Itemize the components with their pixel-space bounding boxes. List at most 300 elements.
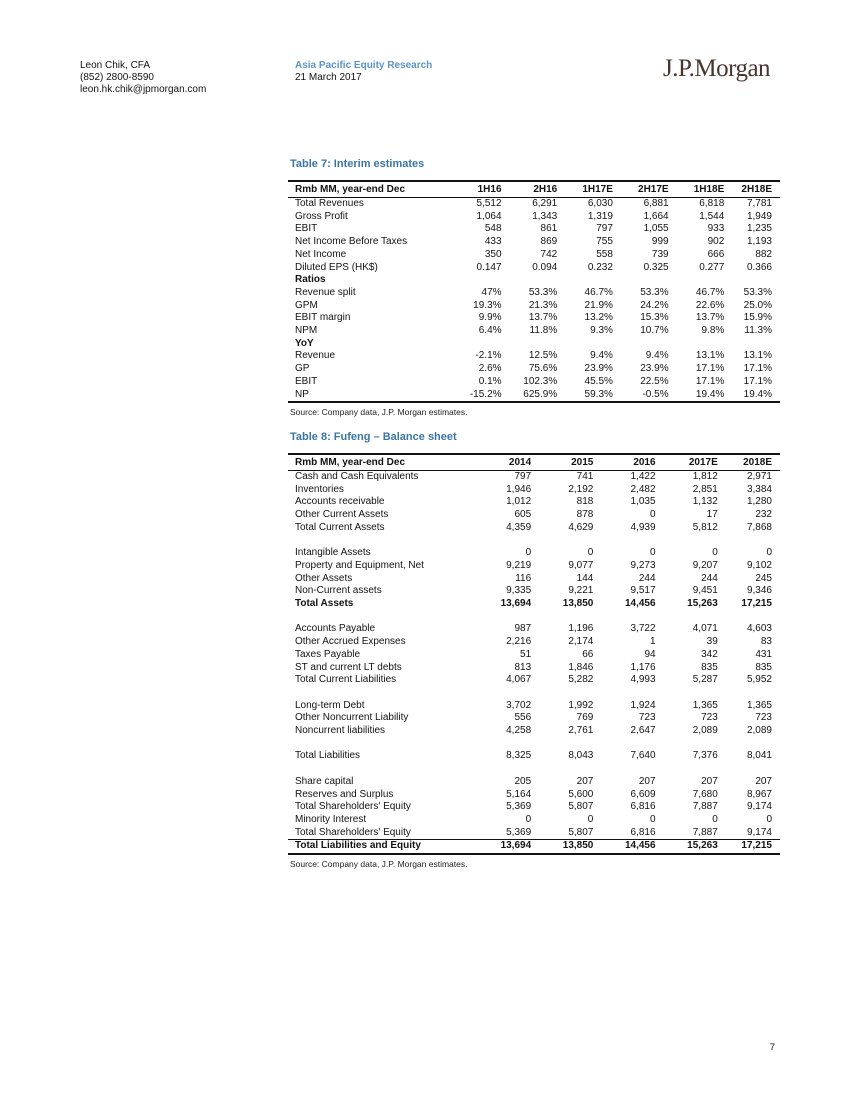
table-row [288,198,780,211]
cell-value: 5,952 [746,674,772,686]
cell-value: 9,077 [568,559,594,571]
table-row [288,712,780,725]
cell-value: 835 [701,661,718,673]
cell-value: 17 [706,509,718,521]
table-row [288,376,780,389]
spacer-row [288,535,780,548]
cell-value: 350 [484,248,502,260]
cell-value: 24.2% [640,299,669,311]
cell-value: 878 [576,509,594,521]
cell-value: 2,971 [746,471,772,482]
cell-value: 666 [707,248,725,260]
table-row [288,350,780,363]
column-header: 1H17E [557,181,613,198]
table-row [288,585,780,598]
cell-value: 6,816 [630,826,656,838]
cell-value [446,274,502,287]
table-row [288,814,780,827]
cell-value: 83 [760,636,772,648]
cell-value: 797 [596,223,613,235]
header-row [288,454,780,471]
report-date: 21 March 2017 [295,72,362,83]
cell-value: 9.4% [590,350,613,362]
cell-value: 9,174 [746,801,772,813]
cell-value: 625.9% [523,388,558,400]
cell-value: 0.094 [532,261,558,273]
column-header: 2016 [593,454,655,471]
cell-value [593,535,655,548]
column-header: 2H17E [613,181,669,198]
row-label: Diluted EPS (HK$) [295,261,378,273]
cell-value: 244 [701,572,718,584]
cell-value [669,338,725,351]
cell-value: 1 [650,636,656,648]
row-label-header: Rmb MM, year-end Dec [288,454,469,471]
cell-value: 3,722 [630,623,656,635]
analyst-name: Leon Chik, CFA [80,60,151,71]
table-row [288,725,780,738]
cell-value: 13.1% [695,350,725,362]
table-row [288,623,780,636]
table-row [288,484,780,497]
cell-value [593,687,655,700]
table7-title: Table 7: Interim estimates [290,158,425,170]
cell-value: 207 [638,775,656,787]
interim-estimates-table [288,180,780,403]
cell-value: 2,761 [568,725,594,737]
cell-value: 605 [514,509,532,521]
cell-value: 7,640 [630,750,656,762]
cell-value [593,763,655,776]
cell-value: 1,012 [506,496,532,508]
cell-value [656,738,718,751]
cell-value: 0 [525,813,532,825]
cell-value: 9,335 [506,585,532,597]
cell-value: 9.4% [645,350,669,362]
cell-value: 0 [587,813,594,825]
row-label: Minority Interest [295,813,367,825]
table-row [288,636,780,649]
cell-value: 0.325 [643,261,669,273]
table-row [288,312,780,325]
cell-value: 933 [707,223,725,235]
cell-value: 2,851 [692,483,718,495]
cell-value [593,738,655,751]
cell-value: 818 [576,496,594,508]
cell-value: 4,939 [630,521,656,533]
row-label: Total Current Assets [295,521,385,533]
cell-value: 6,881 [643,198,669,209]
row-label: Revenue [295,350,336,362]
cell-value: 4,603 [746,623,772,635]
cell-value: 144 [576,572,594,584]
table-row [288,211,780,224]
cell-value: 1,343 [532,210,558,222]
cell-value: 207 [576,775,594,787]
row-label: Total Shareholders' Equity [295,826,411,838]
cell-value: 5,600 [568,788,594,800]
cell-value: 739 [651,248,669,260]
cell-value: 9,219 [506,559,532,571]
spacer-row [288,611,780,624]
cell-value: 8,041 [746,750,772,762]
cell-value [502,274,558,287]
column-header: 1H16 [446,181,502,198]
cell-value: 6,816 [630,801,656,813]
cell-value: 723 [755,712,772,724]
cell-value: 9,174 [746,826,772,838]
table-row [288,471,780,484]
cell-value [724,338,780,351]
cell-value [593,611,655,624]
cell-value: 813 [514,661,532,673]
cell-value: 53.3% [528,286,558,298]
table-row [288,509,780,522]
cell-value [469,611,531,624]
cell-value [656,763,718,776]
cell-value: 75.6% [528,363,558,375]
cell-value: 0 [587,547,594,559]
row-label: NPM [295,325,318,337]
cell-value: 207 [755,775,772,787]
cell-value: 102.3% [523,375,558,387]
header-row [288,181,780,198]
table-row [288,649,780,662]
cell-value: 205 [514,775,532,787]
cell-value: 7,376 [692,750,718,762]
cell-value: 1,992 [568,699,594,711]
cell-value: 723 [701,712,718,724]
cell-value: 5,807 [568,801,594,813]
cell-value: 3,384 [746,483,772,495]
table8-title: Table 8: Fufeng – Balance sheet [290,431,457,443]
table-row [288,236,780,249]
cell-value: 14,456 [624,598,656,610]
cell-value: 0 [525,547,532,559]
cell-value [531,763,593,776]
cell-value: 9,517 [630,585,656,597]
cell-value: 0 [650,547,656,559]
section-row [288,338,780,351]
cell-value: 987 [514,623,532,635]
row-label: Intangible Assets [295,547,371,559]
cell-value: 0.232 [587,261,613,273]
cell-value: 741 [576,471,594,482]
row-label: Total Shareholders' Equity [295,801,411,813]
cell-value: 2,482 [630,483,656,495]
cell-value: 9.3% [590,325,613,337]
cell-value: 8,043 [568,750,594,762]
cell-value: 21.9% [584,299,613,311]
row-label: Reserves and Surplus [295,788,394,800]
cell-value: 7,680 [692,788,718,800]
cell-value: 1,544 [699,210,725,222]
cell-value: 51 [520,648,532,660]
table-row [288,496,780,509]
row-label: GP [295,363,310,375]
cell-value [656,535,718,548]
table-row [288,700,780,713]
cell-value: 53.3% [743,286,772,298]
row-label: Taxes Payable [295,648,361,660]
cell-value: 9.8% [701,325,725,337]
cell-value [531,535,593,548]
row-label: Other Noncurrent Liability [295,712,409,724]
cell-value [469,738,531,751]
cell-value: 5,807 [568,826,594,838]
cell-value: 13,694 [469,840,531,854]
cell-value: 12.5% [528,350,558,362]
cell-value: 1,664 [643,210,669,222]
cell-value: 13.2% [584,312,613,324]
cell-value: 1,924 [630,699,656,711]
cell-value: 556 [514,712,532,724]
cell-value: 1,846 [568,661,594,673]
cell-value: 7,887 [692,801,718,813]
column-header: 2H18E [724,181,780,198]
cell-value: 861 [540,223,558,235]
cell-value: 25.0% [743,299,772,311]
cell-value: 5,812 [692,521,718,533]
cell-value: 5,369 [506,826,532,838]
cell-value: 769 [576,712,594,724]
cell-value: 17.1% [695,363,725,375]
cell-value: 2,216 [506,636,532,648]
table-row [288,325,780,338]
cell-value: 6,030 [587,198,613,209]
cell-value: 21.3% [528,299,558,311]
table-row [288,262,780,275]
column-header: 2014 [469,454,531,471]
cell-value [469,763,531,776]
spacer-row [288,738,780,751]
cell-value: -0.5% [642,388,669,400]
cell-value: 4,258 [506,725,532,737]
cell-value: 1,946 [506,483,532,495]
interim-estimates-block [288,157,780,417]
cell-value: -15.2% [469,388,502,400]
cell-value: 14,456 [593,840,655,854]
cell-value: 9,346 [746,585,772,597]
cell-value: 9,221 [568,585,594,597]
cell-value [469,687,531,700]
cell-value: 10.7% [640,325,669,337]
cell-value: 8,967 [746,788,772,800]
table-row [288,662,780,675]
row-label: GPM [295,299,318,311]
row-label: EBIT [295,223,318,235]
cell-value: 7,868 [746,521,772,533]
row-label: YoY [295,337,314,349]
cell-value: 1,193 [746,236,772,248]
cell-value [718,535,780,548]
cell-value: 1,055 [643,223,669,235]
table-row [288,674,780,687]
cell-value: 7,887 [692,826,718,838]
cell-value: 17,215 [718,840,780,854]
row-label: Total Liabilities and Equity [288,840,469,854]
cell-value: 19.4% [695,388,725,400]
cell-value: 3,702 [506,699,532,711]
cell-value [557,338,613,351]
table-row [288,223,780,236]
cell-value: 59.3% [584,388,613,400]
cell-value [669,274,725,287]
cell-value: 232 [755,509,772,521]
cell-value: 46.7% [584,286,613,298]
row-label: Other Accrued Expenses [295,636,406,648]
cell-value: 4,359 [506,521,532,533]
cell-value: 1,035 [630,496,656,508]
cell-value: 6,291 [532,198,558,209]
cell-value: 4,993 [630,674,656,686]
row-label [288,535,469,548]
table-row [288,249,780,262]
cell-value: 1,235 [746,223,772,235]
row-label: Ratios [295,274,326,286]
cell-value: 0 [712,813,718,825]
cell-value: 23.9% [584,363,613,375]
cell-value: 1,176 [630,661,656,673]
cell-value: 9,273 [630,559,656,571]
cell-value [531,738,593,751]
cell-value: 0.366 [746,261,772,273]
cell-value: 15.9% [743,312,772,324]
cell-value [502,338,558,351]
row-label: Long-term Debt [295,699,365,711]
table8-source: Source: Company data, J.P. Morgan estimates. [290,859,468,870]
cell-value: 11.8% [529,325,558,337]
column-header: 2017E [656,454,718,471]
cell-value [656,687,718,700]
row-label [288,687,469,700]
row-label: Total Revenues [295,198,364,209]
cell-value: 4,071 [692,623,718,635]
cell-value: 9,207 [692,559,718,571]
row-label: Other Assets [295,572,353,584]
row-label: Accounts receivable [295,496,385,508]
cell-value: 17,215 [741,598,772,610]
cell-value [724,274,780,287]
row-label-header: Rmb MM, year-end Dec [288,181,446,198]
cell-value: 6.4% [478,325,502,337]
report-meta [295,60,432,84]
cell-value: 0.277 [699,261,725,273]
table-row [288,840,780,854]
cell-value: 1,812 [692,471,718,482]
balance-sheet-block [288,430,780,869]
row-label: Net Income [295,248,347,260]
cell-value [718,687,780,700]
cell-value: 558 [596,248,613,260]
table-row [288,573,780,586]
cell-value: 6,609 [630,788,656,800]
row-label: Inventories [295,483,344,495]
row-label: Cash and Cash Equivalents [295,471,419,482]
cell-value [656,611,718,624]
table-row [288,750,780,763]
cell-value [718,738,780,751]
table7-source: Source: Company data, J.P. Morgan estimates. [290,407,468,418]
cell-value: 8,325 [506,750,532,762]
cell-value: 4,629 [568,521,594,533]
column-header: 1H18E [669,181,725,198]
cell-value: 5,287 [692,674,718,686]
row-label: Noncurrent liabilities [295,725,386,737]
cell-value: 15,263 [687,598,718,610]
cell-value [613,338,669,351]
cell-value: 5,369 [506,801,532,813]
page-number: 7 [769,1042,775,1053]
row-label [288,763,469,776]
cell-value: 2,174 [568,636,594,648]
cell-value: 2,089 [692,725,718,737]
row-label: Share capital [295,775,354,787]
cell-value: 2,089 [746,725,772,737]
cell-value: 433 [484,236,502,248]
jpmorgan-logo: J.P.Morgan [663,55,771,82]
cell-value: 1,949 [746,210,772,222]
cell-value: 755 [596,236,613,248]
cell-value: 2.6% [478,363,502,375]
cell-value: 2,192 [568,483,594,495]
cell-value: 245 [755,572,772,584]
cell-value: 0.1% [478,375,502,387]
cell-value: 0.147 [476,261,502,273]
row-label: Gross Profit [295,210,348,222]
row-label: NP [295,388,309,400]
cell-value: 1,365 [692,699,718,711]
cell-value [718,763,780,776]
cell-value: 1,422 [630,471,656,482]
cell-value: 548 [484,223,502,235]
cell-value: 9,451 [692,585,718,597]
cell-value: 15.3% [640,312,669,324]
cell-value [446,338,502,351]
column-header: 2018E [718,454,780,471]
cell-value: 19.4% [743,388,772,400]
cell-value: 13.7% [528,312,558,324]
cell-value [557,274,613,287]
cell-value: 244 [638,572,656,584]
cell-value: 15,263 [656,840,718,854]
table-row [288,801,780,814]
row-label [288,738,469,751]
cell-value: 835 [755,661,772,673]
cell-value: 5,282 [568,674,594,686]
cell-value: 13,694 [500,598,532,610]
cell-value [531,611,593,624]
column-header: 2015 [531,454,593,471]
cell-value: 5,164 [506,788,532,800]
cell-value: 11.3% [744,325,772,337]
column-header: 2H16 [502,181,558,198]
row-label: Net Income Before Taxes [295,236,408,248]
cell-value: 1,132 [692,496,718,508]
row-label: Total Current Liabilities [295,674,397,686]
table-row [288,776,780,789]
analyst-phone: (852) 2800-8590 [80,72,154,83]
balance-sheet-table [288,453,780,855]
cell-value: 431 [755,648,772,660]
cell-value: 6,818 [699,198,725,209]
cell-value: 13,850 [531,840,593,854]
table-row [288,827,780,840]
analyst-email: leon.hk.chik@jpmorgan.com [80,84,207,95]
cell-value: 869 [540,236,558,248]
table-row [288,789,780,802]
cell-value: 207 [701,775,718,787]
